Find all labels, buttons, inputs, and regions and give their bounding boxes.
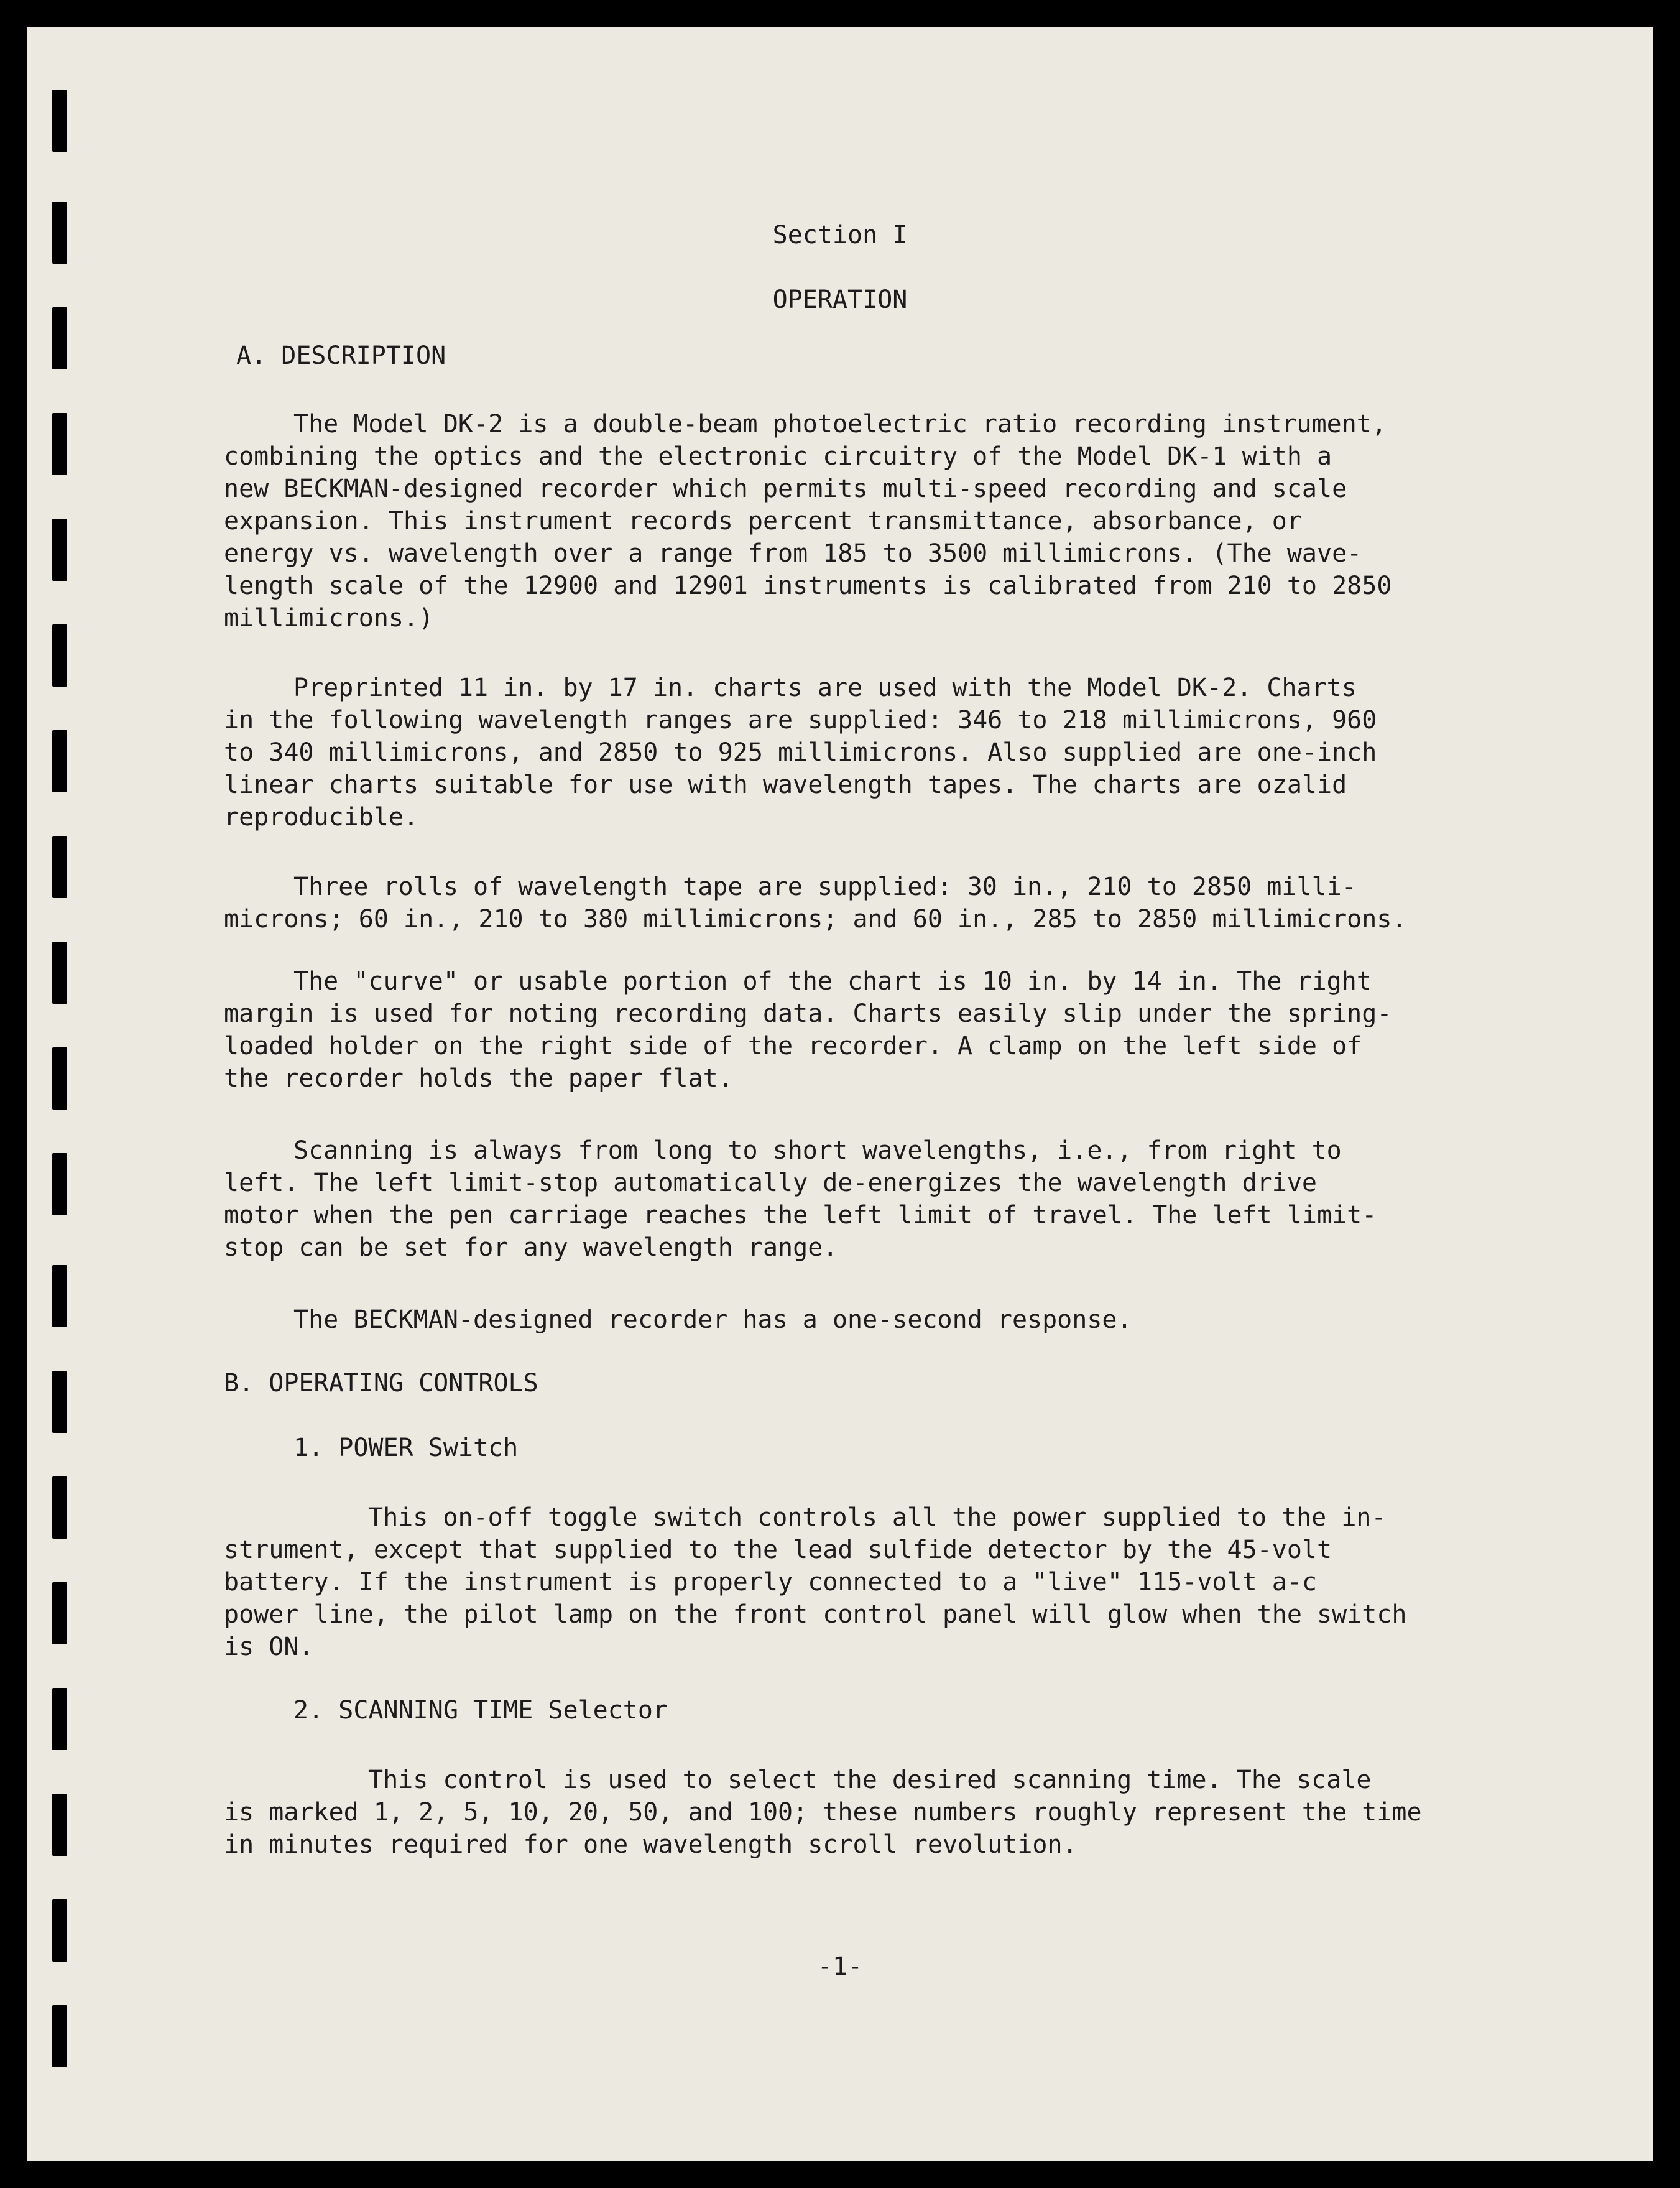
- binder-hole: [52, 1582, 67, 1644]
- binder-hole: [52, 1688, 67, 1750]
- text-line: combining the optics and the electronic circuitry of the Model DK-1 with a: [224, 442, 1332, 471]
- binder-hole: [52, 1476, 67, 1539]
- text-line: strument, except that supplied to the lead sulfide detector by the 45-volt: [224, 1536, 1332, 1564]
- binder-hole: [52, 836, 67, 898]
- binder-hole: [52, 1371, 67, 1433]
- binder-hole: [52, 624, 67, 687]
- page-title: OPERATION: [772, 285, 908, 314]
- section-label: Section I: [772, 221, 908, 249]
- text-line: This control is used to select the desired scanning time. The scale: [368, 1766, 1372, 1794]
- text-line: This on-off toggle switch controls all the power supplied to the in-: [368, 1503, 1387, 1532]
- binder-hole: [52, 1794, 67, 1856]
- text-line: margin is used for noting recording data. Charts easily slip under the spring-: [224, 999, 1392, 1028]
- document-page: [27, 27, 1653, 2161]
- paragraph-description: [224, 408, 1579, 634]
- binder-hole: [52, 307, 67, 369]
- text-line: energy vs. wavelength over a range from 185 to 3500 millimicrons. (The wave-: [224, 539, 1362, 568]
- binder-hole: [52, 413, 67, 475]
- paragraph-power-switch: [224, 1501, 1579, 1663]
- paragraph-scanning-time: [224, 1764, 1579, 1861]
- text-line: The Model DK-2 is a double-beam photoelectric ratio recording instrument,: [293, 410, 1387, 438]
- binder-hole: [52, 90, 67, 152]
- text-line: linear charts suitable for use with wavelength tapes. The charts are ozalid: [224, 771, 1347, 799]
- text-line: millimicrons.): [224, 604, 434, 633]
- binder-hole: [52, 1047, 67, 1110]
- text-line: is marked 1, 2, 5, 10, 20, 50, and 100; these numbers roughly represent the time: [224, 1798, 1422, 1827]
- binder-holes: [27, 27, 90, 2161]
- text-line: left. The left limit-stop automatically de-energizes the wavelength drive: [224, 1169, 1317, 1197]
- binder-hole: [52, 1265, 67, 1327]
- paragraph-charts: [224, 672, 1579, 833]
- text-line: power line, the pilot lamp on the front control panel will glow when the switch: [224, 1600, 1407, 1629]
- text-line: loaded holder on the right side of the recorder. A clamp on the left side of: [224, 1032, 1362, 1060]
- text-line: battery. If the instrument is properly connected to a "live" 115-volt a-c: [224, 1568, 1317, 1597]
- paragraph-curve: [224, 965, 1579, 1095]
- text-line: motor when the pen carriage reaches the left limit of travel. The left limit-: [224, 1201, 1377, 1230]
- paragraph-response: [224, 1304, 1579, 1336]
- text-line: Scanning is always from long to short wavelengths, i.e., from right to: [293, 1136, 1342, 1165]
- binder-hole: [52, 942, 67, 1004]
- text-line: Preprinted 11 in. by 17 in. charts are used with the Model DK-2. Charts: [293, 674, 1357, 702]
- text-line: microns; 60 in., 210 to 380 millimicrons; and 60 in., 285 to 2850 millimicrons.: [224, 905, 1407, 934]
- binder-hole: [52, 1153, 67, 1215]
- text-line: new BECKMAN-designed recorder which permits multi-speed recording and scale: [224, 475, 1347, 503]
- scanning-time-heading: 2. SCANNING TIME Selector: [293, 1696, 668, 1725]
- text-line: in minutes required for one wavelength scroll revolution.: [224, 1830, 1078, 1859]
- binder-hole: [52, 730, 67, 792]
- text-line: Three rolls of wavelength tape are supplied: 30 in., 210 to 2850 milli-: [293, 873, 1357, 901]
- text-line: reproducible.: [224, 803, 419, 832]
- text-line: is ON.: [224, 1633, 314, 1661]
- section-b-heading: B. OPERATING CONTROLS: [224, 1369, 538, 1398]
- page-number: -1-: [817, 1952, 863, 1981]
- text-line: the recorder holds the paper flat.: [224, 1064, 733, 1093]
- binder-hole: [52, 2005, 67, 2067]
- text-line: The "curve" or usable portion of the chart is 10 in. by 14 in. The right: [293, 967, 1372, 996]
- binder-hole: [52, 519, 67, 581]
- section-a-heading: A. DESCRIPTION: [236, 341, 446, 370]
- paragraph-scanning: [224, 1134, 1579, 1264]
- text-line: The BECKMAN-designed recorder has a one-second response.: [293, 1305, 1132, 1334]
- text-line: expansion. This instrument records percent transmittance, absorbance, or: [224, 507, 1302, 535]
- text-line: stop can be set for any wavelength range.: [224, 1233, 838, 1262]
- text-line: in the following wavelength ranges are supplied: 346 to 218 millimicrons, 960: [224, 706, 1377, 735]
- text-line: to 340 millimicrons, and 2850 to 925 millimicrons. Also supplied are one-inch: [224, 738, 1377, 767]
- text-line: length scale of the 12900 and 12901 instruments is calibrated from 210 to 2850: [224, 572, 1392, 600]
- paragraph-tape: [224, 871, 1579, 935]
- power-switch-heading: 1. POWER Switch: [293, 1434, 519, 1462]
